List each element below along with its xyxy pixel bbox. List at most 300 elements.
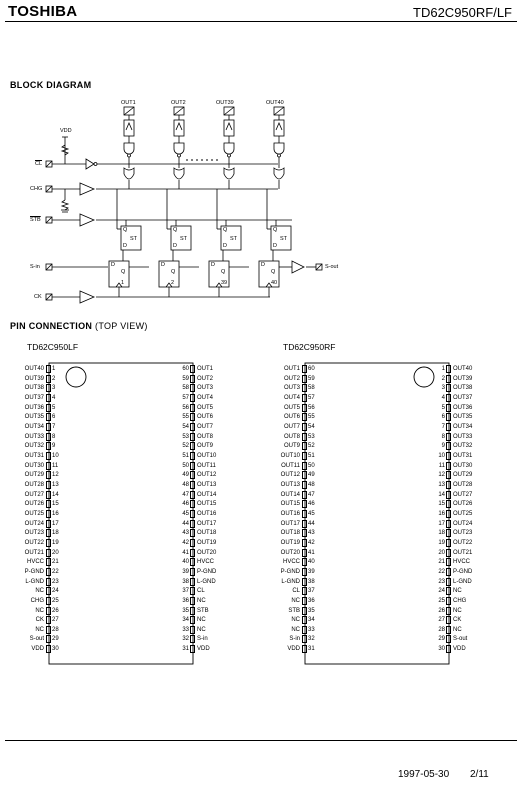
rf-right-pin-number: 5 xyxy=(441,404,445,411)
toshiba-logo: TOSHIBA xyxy=(8,3,78,20)
lf-left-pin-label: OUT33 xyxy=(24,433,44,440)
lf-right-pin-number: 58 xyxy=(182,385,189,392)
rf-left-pin-label: NC xyxy=(291,617,300,624)
rf-left-pin-number: 46 xyxy=(308,501,315,508)
rf-right-pin-box xyxy=(446,635,451,643)
rf-right-pin-label: OUT21 xyxy=(453,549,473,556)
lf-left-pin-label: OUT23 xyxy=(24,530,44,537)
rf-left-pin-number: 31 xyxy=(308,646,315,653)
rf-right-pin-label: OUT23 xyxy=(453,530,473,537)
bd-out39-label: OUT39 xyxy=(216,100,234,106)
rf-right-pin-label: S-out xyxy=(453,636,468,643)
rf-left-pin-label: OUT17 xyxy=(280,520,300,527)
bd-sr-q-label: Q xyxy=(271,269,276,275)
rf-right-pin-box xyxy=(446,471,451,479)
lf-left-pin-label: OUT39 xyxy=(24,375,44,382)
lf-left-pin-number: 1 xyxy=(52,366,56,372)
rf-right-pin-number: 20 xyxy=(438,549,445,556)
lf-right-pin-label: OUT10 xyxy=(197,452,217,459)
lf-left-pin-number: 6 xyxy=(52,414,56,421)
rf-left-pin-label: OUT14 xyxy=(280,491,300,498)
lf-right-pin-number: 45 xyxy=(182,510,189,517)
lf-right-pin-label: OUT6 xyxy=(197,414,214,421)
lf-right-pin-label: OUT2 xyxy=(197,375,214,382)
lf-left-pin-label: OUT36 xyxy=(24,404,44,411)
lf-left-pin-number: 5 xyxy=(52,404,56,411)
lf-right-pin-number: 39 xyxy=(182,568,189,575)
lf-left-pin-label: CK xyxy=(35,617,44,624)
rf-right-pin-label: P-GND xyxy=(453,568,473,575)
lf-right-pin-number: 47 xyxy=(182,491,189,498)
rf-left-pin-label: OUT3 xyxy=(283,385,300,392)
rf-left-pin-label: OUT5 xyxy=(283,404,300,411)
rf-left-pin-number: 50 xyxy=(308,462,315,469)
bd-out40-label: OUT40 xyxy=(266,100,284,106)
footer-rule xyxy=(5,740,517,741)
rf-left-pin-label: NC xyxy=(291,626,300,633)
lf-left-pin-number: 24 xyxy=(52,588,59,595)
bd-sr-d-label: D xyxy=(261,262,265,268)
bd-latch-st-label: ST xyxy=(280,236,288,242)
lf-right-pin-number: 42 xyxy=(182,539,189,546)
lf-left-pin-number: 28 xyxy=(52,626,59,633)
rf-right-pin-number: 23 xyxy=(438,578,445,585)
bd-vdd-label: VDD xyxy=(60,128,72,134)
rf-right-pin-number: 7 xyxy=(441,423,445,430)
rf-right-pin-number: 22 xyxy=(438,568,445,575)
rf-left-pin-label: OUT9 xyxy=(283,443,300,450)
bd-latch-st-label: ST xyxy=(130,236,138,242)
rf-right-pin-box xyxy=(446,481,451,489)
bd-cl-label: $\overline{CL}$ xyxy=(35,161,43,167)
bd-sr-d-label: D xyxy=(111,262,115,268)
rf-left-pin-label: OUT13 xyxy=(280,481,300,488)
rf-right-pin-label: L-GND xyxy=(453,578,472,585)
lf-left-pin-number: 8 xyxy=(52,433,56,440)
rf-right-pin-box xyxy=(446,375,451,383)
lf-right-pin-number: 38 xyxy=(182,578,189,585)
part-number: TD62C950RF/LF xyxy=(413,5,512,20)
rf-right-pin-number: 16 xyxy=(438,510,445,517)
rf-right-pin-box xyxy=(446,423,451,431)
lf-right-pin-label: OUT7 xyxy=(197,423,214,430)
lf-left-pin-label: VDD xyxy=(31,646,44,653)
lf-right-pin-number: 48 xyxy=(182,481,189,488)
lf-right-pin-number: 50 xyxy=(182,462,189,469)
rf-left-pin-label: P-GND xyxy=(280,568,300,575)
lf-right-pin-number: 33 xyxy=(182,626,189,633)
lf-right-pin-label: OUT4 xyxy=(197,394,214,401)
rf-chip-name: TD62C950RF xyxy=(283,342,336,352)
rf-left-pin-number: 55 xyxy=(308,414,315,421)
lf-left-pin-label: OUT31 xyxy=(24,452,44,459)
lf-left-pin-label: NC xyxy=(35,607,44,614)
bd-sr-number-label: 2 xyxy=(171,280,175,286)
rf-right-pin-label: OUT30 xyxy=(453,462,473,469)
rf-right-pin-box xyxy=(446,549,451,557)
rf-left-pin-number: 48 xyxy=(308,481,315,488)
rf-right-pin-number: 14 xyxy=(438,491,445,498)
lf-left-pin-label: OUT27 xyxy=(24,491,44,498)
rf-right-pin-box xyxy=(446,491,451,499)
rf-right-pin-label: OUT26 xyxy=(453,501,473,508)
lf-right-pin-number: 49 xyxy=(182,472,189,479)
lf-left-pin-label: NC xyxy=(35,626,44,633)
rf-left-pin-number: 49 xyxy=(308,472,315,479)
lf-right-pin-number: 60 xyxy=(182,366,189,372)
rf-left-pin-label: L-GND xyxy=(281,578,300,585)
rf-right-pin-box xyxy=(446,587,451,595)
rf-left-pin-number: 54 xyxy=(308,423,315,430)
lf-right-pin-number: 43 xyxy=(182,530,189,537)
lf-left-pin-number: 26 xyxy=(52,607,59,614)
lf-left-pin-number: 13 xyxy=(52,481,59,488)
lf-left-pin-label: OUT25 xyxy=(24,510,44,517)
rf-left-pin-number: 44 xyxy=(308,520,315,527)
rf-right-pin-number: 12 xyxy=(438,472,445,479)
lf-left-pin-label: OUT40 xyxy=(24,366,44,372)
lf-right-pin-number: 54 xyxy=(182,423,189,430)
rf-right-pin-box xyxy=(446,462,451,470)
lf-right-pin-number: 51 xyxy=(182,452,189,459)
rf-right-pin-label: OUT22 xyxy=(453,539,473,546)
lf-left-pin-label: OUT34 xyxy=(24,423,44,430)
bd-latch-st-label: ST xyxy=(180,236,188,242)
lf-right-pin-label: STB xyxy=(197,607,209,614)
lf-left-pin-label: OUT29 xyxy=(24,472,44,479)
lf-right-pin-label: S-in xyxy=(197,636,208,643)
lf-left-pin-label: OUT22 xyxy=(24,539,44,546)
bd-chg-label: CHG xyxy=(30,186,43,192)
bd-latch-q-label: Q xyxy=(273,227,278,233)
lf-left-pin-number: 17 xyxy=(52,520,59,527)
rf-left-pin-label: STB xyxy=(288,607,300,614)
lf-right-pin-number: 46 xyxy=(182,501,189,508)
rf-right-pin-number: 29 xyxy=(438,636,445,643)
lf-left-pin-label: OUT24 xyxy=(24,520,44,527)
rf-right-pin-number: 13 xyxy=(438,481,445,488)
rf-right-pin-label: NC xyxy=(453,626,462,633)
lf-left-pin-number: 2 xyxy=(52,375,56,382)
lf-left-pin-number: 29 xyxy=(52,636,59,643)
lf-left-pin-number: 21 xyxy=(52,559,59,566)
bd-latch-st-label: ST xyxy=(230,236,238,242)
rf-right-pin-box xyxy=(446,607,451,615)
bd-sr-number-label: 39 xyxy=(221,280,228,286)
lf-right-pin-label: OUT11 xyxy=(197,462,216,469)
rf-right-pin-box xyxy=(446,452,451,460)
lf-left-pin-label: OUT28 xyxy=(24,481,44,488)
rf-right-pin-label: OUT27 xyxy=(453,491,473,498)
rf-right-pin-box xyxy=(446,578,451,586)
lf-right-pin-label: L-GND xyxy=(197,578,216,585)
lf-left-pin-label: HVCC xyxy=(26,559,44,566)
lf-right-pin-label: OUT19 xyxy=(197,539,217,546)
lf-right-pin-number: 57 xyxy=(182,394,189,401)
bd-out2-label: OUT2 xyxy=(171,100,186,106)
rf-right-pin-number: 11 xyxy=(438,462,445,469)
rf-right-pin-box xyxy=(446,597,451,605)
rf-right-pin-label: OUT34 xyxy=(453,423,473,430)
rf-right-pin-label: OUT28 xyxy=(453,481,473,488)
rf-left-pin-number: 43 xyxy=(308,530,315,537)
bd-sr-q-label: Q xyxy=(171,269,176,275)
lf-left-pin-number: 20 xyxy=(52,549,59,556)
rf-left-pin-label: NC xyxy=(291,597,300,604)
rf-right-pin-label: OUT35 xyxy=(453,414,473,421)
lf-right-pin-label: OUT17 xyxy=(197,520,217,527)
rf-right-pin-box xyxy=(446,539,451,547)
bd-out1-label: OUT1 xyxy=(121,100,136,106)
rf-left-pin-number: 58 xyxy=(308,385,315,392)
lf-right-pin-label: OUT12 xyxy=(197,472,217,479)
rf-left-pin-number: 59 xyxy=(308,375,315,382)
rf-left-pin-number: 53 xyxy=(308,433,315,440)
rf-right-pin-number: 9 xyxy=(441,443,445,450)
lf-right-pin-label: OUT1 xyxy=(197,366,214,372)
rf-left-pin-number: 57 xyxy=(308,394,315,401)
bd-sin-label: S-in xyxy=(30,264,40,270)
lf-right-pin-number: 31 xyxy=(182,646,189,653)
bd-latch-d-label: D xyxy=(273,243,277,249)
rf-left-pin-label: OUT1 xyxy=(283,366,300,372)
bd-latch-d-label: D xyxy=(223,243,227,249)
lf-left-pin-number: 10 xyxy=(52,452,59,459)
lf-left-pin-number: 12 xyxy=(52,472,59,479)
rf-right-pin-number: 17 xyxy=(438,520,445,527)
lf-chip-name: TD62C950LF xyxy=(27,342,79,352)
rf-right-pin-number: 15 xyxy=(438,501,445,508)
lf-right-pin-label: OUT16 xyxy=(197,510,217,517)
rf-left-pin-number: 37 xyxy=(308,588,315,595)
lf-right-pin-number: 34 xyxy=(182,617,189,624)
lf-left-pin-label: OUT32 xyxy=(24,443,44,450)
lf-right-pin-number: 41 xyxy=(182,549,189,556)
bd-stb-label: $\overline{STB}$ xyxy=(30,217,41,223)
rf-left-pin-label: S-in xyxy=(289,636,300,643)
rf-right-pin-box xyxy=(446,616,451,624)
pin-connection-title: PIN CONNECTION (TOP VIEW) xyxy=(10,321,148,331)
lf-right-pin-label: NC xyxy=(197,626,206,633)
lf-left-pin-number: 3 xyxy=(52,385,56,392)
rf-right-pin-box xyxy=(446,645,451,653)
lf-left-pin-number: 7 xyxy=(52,423,56,430)
rf-left-pin-label: OUT7 xyxy=(283,423,300,430)
rf-right-pin-box xyxy=(446,404,451,412)
lf-left-pin-label: OUT35 xyxy=(24,414,44,421)
rf-right-pin-box xyxy=(446,384,451,392)
bd-sr-d-label: D xyxy=(211,262,215,268)
lf-right-pin-label: OUT15 xyxy=(197,501,217,508)
rf-right-pin-box xyxy=(446,394,451,402)
rf-right-pin-label: HVCC xyxy=(453,559,471,566)
rf-right-pin-box xyxy=(446,433,451,441)
rf-left-pin-number: 40 xyxy=(308,559,315,566)
footer-page: 2/11 xyxy=(470,769,489,780)
rf-right-pin-number: 2 xyxy=(441,375,445,382)
rf-left-pin-label: OUT10 xyxy=(280,452,300,459)
rf-right-pin-box xyxy=(446,365,451,373)
bd-sr-number-label: 1 xyxy=(121,280,125,286)
rf-left-pin-number: 56 xyxy=(308,404,315,411)
lf-right-pin-label: VDD xyxy=(197,646,210,653)
lf-left-pin-label: P-GND xyxy=(24,568,44,575)
rf-left-pin-label: VDD xyxy=(287,646,300,653)
lf-left-pin-number: 11 xyxy=(52,462,59,469)
rf-left-pin-label: OUT8 xyxy=(283,433,300,440)
rf-right-pin-number: 27 xyxy=(438,617,445,624)
rf-right-pin-number: 26 xyxy=(438,607,445,614)
lf-right-pin-label: OUT9 xyxy=(197,443,214,450)
rf-right-pin-label: OUT25 xyxy=(453,510,473,517)
rf-left-pin-number: 47 xyxy=(308,491,315,498)
rf-right-pin-label: NC xyxy=(453,607,462,614)
rf-left-pin-label: OUT4 xyxy=(283,394,300,401)
lf-right-pin-number: 35 xyxy=(182,607,189,614)
bd-sout-label: S-out xyxy=(325,264,339,270)
lf-left-pin-number: 27 xyxy=(52,617,59,624)
rf-right-pin-box xyxy=(446,626,451,634)
footer-date: 1997-05-30 xyxy=(398,769,450,780)
rf-right-pin-label: OUT36 xyxy=(453,404,473,411)
bd-latch-d-label: D xyxy=(123,243,127,249)
lf-right-pin-number: 37 xyxy=(182,588,189,595)
bd-latch-q-label: Q xyxy=(123,227,128,233)
rf-right-pin-label: VDD xyxy=(453,646,466,653)
lf-right-pin-label: OUT18 xyxy=(197,530,217,537)
lf-left-pin-number: 4 xyxy=(52,394,56,401)
rf-right-pin-box xyxy=(446,558,451,566)
lf-left-pin-label: OUT37 xyxy=(24,394,44,401)
rf-right-pin-label: CK xyxy=(453,617,462,624)
lf-left-pin-label: OUT26 xyxy=(24,501,44,508)
bd-sr-number-label: 40 xyxy=(271,280,278,286)
lf-left-pin-number: 16 xyxy=(52,510,59,517)
lf-right-pin-number: 55 xyxy=(182,414,189,421)
rf-right-pin-box xyxy=(446,568,451,576)
rf-left-pin-label: OUT18 xyxy=(280,530,300,537)
bd-latch-q-label: Q xyxy=(173,227,178,233)
rf-left-pin-number: 39 xyxy=(308,568,315,575)
rf-right-pin-label: OUT40 xyxy=(453,366,473,372)
bd-latch-q-label: Q xyxy=(223,227,228,233)
lf-left-pin-number: 18 xyxy=(52,530,59,537)
lf-right-pin-number: 52 xyxy=(182,443,189,450)
rf-right-pin-box xyxy=(446,520,451,528)
rf-left-pin-number: 35 xyxy=(308,607,315,614)
rf-left-pin-number: 52 xyxy=(308,443,315,450)
rf-left-pin-label: OUT2 xyxy=(283,375,300,382)
lf-left-pin-number: 9 xyxy=(52,443,56,450)
block-diagram-title: BLOCK DIAGRAM xyxy=(10,80,92,90)
rf-left-pin-number: 32 xyxy=(308,636,315,643)
rf-left-pin-number: 38 xyxy=(308,578,315,585)
rf-right-pin-label: OUT24 xyxy=(453,520,473,527)
lf-right-pin-label: HVCC xyxy=(197,559,215,566)
lf-left-pin-number: 19 xyxy=(52,539,59,546)
rf-left-pin-number: 51 xyxy=(308,452,315,459)
lf-left-pin-number: 23 xyxy=(52,578,59,585)
rf-right-pin-label: OUT38 xyxy=(453,385,473,392)
rf-right-pin-number: 18 xyxy=(438,530,445,537)
lf-right-pin-number: 32 xyxy=(182,636,189,643)
lf-right-pin-label: OUT20 xyxy=(197,549,217,556)
bd-sr-q-label: Q xyxy=(121,269,126,275)
lf-right-pin-label: P-GND xyxy=(197,568,217,575)
rf-right-pin-box xyxy=(446,413,451,421)
lf-left-pin-label: CHG xyxy=(30,597,44,604)
bd-latch-d-label: D xyxy=(173,243,177,249)
lf-right-pin-label: CL xyxy=(197,588,205,595)
rf-right-pin-number: 3 xyxy=(441,385,445,392)
lf-left-pin-number: 14 xyxy=(52,491,59,498)
rf-right-pin-label: CHG xyxy=(453,597,467,604)
lf-left-pin-label: OUT30 xyxy=(24,462,44,469)
rf-right-pin-number: 8 xyxy=(441,433,445,440)
rf-left-pin-label: OUT6 xyxy=(283,414,300,421)
rf-right-pin-number: 4 xyxy=(441,394,445,401)
rf-left-pin-label: OUT19 xyxy=(280,539,300,546)
rf-left-pin-label: OUT12 xyxy=(280,472,300,479)
rf-right-pin-label: OUT31 xyxy=(453,452,473,459)
lf-right-pin-label: OUT13 xyxy=(197,481,217,488)
rf-right-pin-number: 19 xyxy=(438,539,445,546)
lf-right-pin-number: 44 xyxy=(182,520,189,527)
lf-left-pin-label: OUT21 xyxy=(24,549,44,556)
lf-left-pin-label: NC xyxy=(35,588,44,595)
rf-right-pin-label: NC xyxy=(453,588,462,595)
rf-right-pin-box xyxy=(446,529,451,537)
bd-sr-d-label: D xyxy=(161,262,165,268)
rf-left-pin-label: CL xyxy=(292,588,300,595)
rf-right-pin-number: 1 xyxy=(441,366,445,372)
lf-left-pin-label: S-out xyxy=(29,636,44,643)
lf-right-pin-number: 36 xyxy=(182,597,189,604)
lf-right-pin-number: 56 xyxy=(182,404,189,411)
rf-left-pin-label: OUT16 xyxy=(280,510,300,517)
lf-right-pin-label: OUT5 xyxy=(197,404,214,411)
rf-right-pin-label: OUT32 xyxy=(453,443,473,450)
lf-right-pin-number: 40 xyxy=(182,559,189,566)
rf-left-pin-label: HVCC xyxy=(282,559,300,566)
bd-sr-q-label: Q xyxy=(221,269,226,275)
lf-left-pin-label: L-GND xyxy=(25,578,44,585)
rf-left-pin-number: 42 xyxy=(308,539,315,546)
rf-left-pin-label: OUT11 xyxy=(281,462,300,469)
rf-right-pin-box xyxy=(446,500,451,508)
lf-right-pin-label: OUT14 xyxy=(197,491,217,498)
rf-left-pin-label: OUT20 xyxy=(280,549,300,556)
lf-right-pin-label: OUT3 xyxy=(197,385,214,392)
lf-left-pin-number: 22 xyxy=(52,568,59,575)
rf-left-pin-label: OUT15 xyxy=(280,501,300,508)
rf-right-pin-label: OUT37 xyxy=(453,394,473,401)
lf-right-pin-label: NC xyxy=(197,597,206,604)
lf-right-pin-label: NC xyxy=(197,617,206,624)
lf-left-pin-number: 25 xyxy=(52,597,59,604)
rf-right-pin-label: OUT39 xyxy=(453,375,473,382)
rf-right-pin-number: 28 xyxy=(438,626,445,633)
rf-right-pin-number: 10 xyxy=(438,452,445,459)
bd-ck-label: CK xyxy=(34,294,42,300)
rf-right-pin-number: 24 xyxy=(438,588,445,595)
lf-left-pin-label: OUT38 xyxy=(24,385,44,392)
lf-left-pin-number: 30 xyxy=(52,646,59,653)
rf-right-pin-number: 25 xyxy=(438,597,445,604)
rf-left-pin-number: 41 xyxy=(308,549,315,556)
lf-right-pin-label: OUT8 xyxy=(197,433,214,440)
rf-right-pin-number: 6 xyxy=(441,414,445,421)
